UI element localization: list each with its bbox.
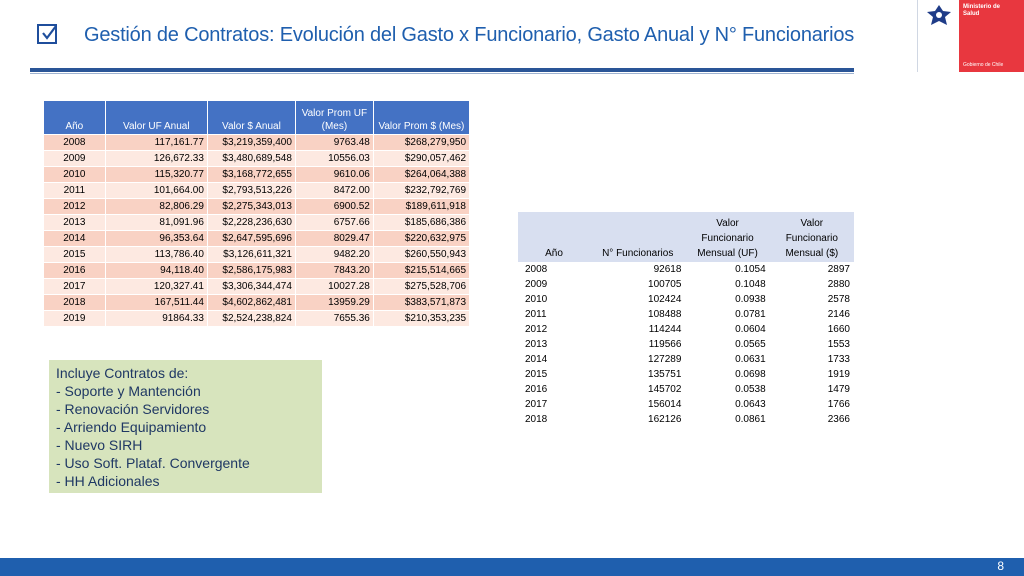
- table-cell: 2146: [827, 309, 850, 320]
- col-header: Valor Prom $ (Mes): [373, 101, 469, 135]
- table-cell: $189,611,918: [373, 199, 469, 215]
- table-cell: 2018: [525, 414, 548, 425]
- table-cell: 1919: [827, 369, 850, 380]
- page-title: Gestión de Contratos: Evolución del Gasto x Funcionario, Gasto Anual y N° Funcionarios: [84, 24, 855, 46]
- table-row: [518, 337, 854, 352]
- page-number: 8: [997, 559, 1004, 573]
- table-cell: 8029.47: [295, 231, 373, 247]
- table-cell: 0.0781: [735, 309, 766, 320]
- table-row: [518, 277, 854, 292]
- table-cell: 2016: [44, 263, 105, 279]
- table-cell: 1733: [827, 354, 850, 365]
- table-row: [44, 295, 470, 311]
- table-row: [518, 382, 854, 397]
- col-header: Año: [518, 212, 590, 262]
- table-cell: 2008: [525, 264, 548, 275]
- table-cell: $2,524,238,824: [207, 311, 295, 327]
- table-cell: $2,275,343,013: [207, 199, 295, 215]
- table-cell: $2,228,236,630: [207, 215, 295, 231]
- table-cell: $260,550,943: [373, 247, 469, 263]
- table-cell: 2011: [525, 309, 547, 320]
- contracts-note: [49, 360, 322, 493]
- table-cell: 2010: [44, 167, 105, 183]
- gasto-table-header: [44, 101, 470, 135]
- table-cell: 2012: [44, 199, 105, 215]
- table-cell: 0.0604: [735, 324, 766, 335]
- table-cell: 2897: [827, 264, 850, 275]
- table-cell: 92618: [653, 264, 682, 275]
- note-line: - HH Adicionales: [56, 473, 160, 489]
- table-cell: 117,161.77: [105, 135, 207, 151]
- table-cell: 113,786.40: [105, 247, 207, 263]
- table-cell: 0.0861: [735, 414, 766, 425]
- table-cell: 126,672.33: [105, 151, 207, 167]
- table-cell: $3,219,359,400: [207, 135, 295, 151]
- logo-line1: Ministerio de: [963, 4, 1001, 10]
- table-cell: 2012: [525, 324, 548, 335]
- table-cell: 115,320.77: [105, 167, 207, 183]
- checkbox-icon: [37, 24, 57, 44]
- logo-footer: Gobierno de Chile: [963, 62, 1004, 68]
- table-row: [44, 263, 470, 279]
- table-cell: 2015: [44, 247, 105, 263]
- table-row: [44, 199, 470, 215]
- table-cell: 0.0538: [735, 384, 766, 395]
- table-cell: 1660: [827, 324, 850, 335]
- table-cell: 10027.28: [295, 279, 373, 295]
- table-cell: 2366: [827, 414, 850, 425]
- table-row: [44, 231, 470, 247]
- table-cell: 2008: [44, 135, 105, 151]
- table-cell: 2013: [44, 215, 105, 231]
- table-cell: $3,126,611,321: [207, 247, 295, 263]
- table-cell: 100705: [648, 279, 682, 290]
- table-cell: $2,793,513,226: [207, 183, 295, 199]
- table-cell: 2578: [827, 294, 850, 305]
- table-cell: 0.0565: [735, 339, 766, 350]
- table-cell: 2014: [44, 231, 105, 247]
- coat-of-arms-icon: [923, 3, 955, 27]
- table-cell: 120,327.41: [105, 279, 207, 295]
- table-cell: 81,091.96: [105, 215, 207, 231]
- table-cell: 9610.06: [295, 167, 373, 183]
- funcionarios-table: [518, 212, 854, 427]
- table-cell: 0.1048: [735, 279, 766, 290]
- table-cell: 6757.66: [295, 215, 373, 231]
- table-cell: 108488: [648, 309, 682, 320]
- table-cell: $383,571,873: [373, 295, 469, 311]
- table-cell: 0.0698: [735, 369, 766, 380]
- table-cell: 2014: [525, 354, 548, 365]
- table-cell: 145702: [648, 384, 682, 395]
- table-row: [518, 262, 854, 277]
- title-divider: [30, 68, 854, 72]
- table-cell: 94,118.40: [105, 263, 207, 279]
- table-cell: $3,306,344,474: [207, 279, 295, 295]
- funcionarios-table-header: [518, 212, 854, 262]
- table-cell: 2011: [44, 183, 105, 199]
- table-cell: 1479: [827, 384, 850, 395]
- table-cell: 7655.36: [295, 311, 373, 327]
- table-cell: 10556.03: [295, 151, 373, 167]
- table-cell: 2018: [44, 295, 105, 311]
- table-cell: $220,632,975: [373, 231, 469, 247]
- note-line: - Uso Soft. Plataf. Convergente: [56, 455, 250, 471]
- title-divider-thin: [30, 73, 854, 74]
- table-cell: $275,528,706: [373, 279, 469, 295]
- table-cell: 8472.00: [295, 183, 373, 199]
- col-header: Año: [44, 101, 105, 135]
- table-cell: 135751: [648, 369, 682, 380]
- table-cell: 7843.20: [295, 263, 373, 279]
- table-cell: 2009: [44, 151, 105, 167]
- table-row: [518, 292, 854, 307]
- col-header: Valor Funcionario Mensual ($): [770, 212, 854, 262]
- table-cell: 0.0643: [735, 399, 766, 410]
- table-cell: $2,586,175,983: [207, 263, 295, 279]
- table-cell: 119566: [648, 339, 682, 350]
- table-cell: 127289: [648, 354, 682, 365]
- table-cell: $210,353,235: [373, 311, 469, 327]
- table-cell: 13959.29: [295, 295, 373, 311]
- table-cell: 156014: [648, 399, 682, 410]
- table-cell: 114244: [648, 324, 682, 335]
- table-cell: $3,480,689,548: [207, 151, 295, 167]
- table-cell: $268,279,950: [373, 135, 469, 151]
- table-row: [518, 307, 854, 322]
- table-row: [518, 322, 854, 337]
- note-line: Incluye Contratos de:: [56, 365, 189, 381]
- ministry-panel: [959, 0, 1024, 72]
- table-row: [44, 135, 470, 151]
- table-cell: $264,064,388: [373, 167, 469, 183]
- table-cell: $4,602,862,481: [207, 295, 295, 311]
- table-cell: 0.0938: [735, 294, 766, 305]
- table-cell: 0.0631: [735, 354, 766, 365]
- table-cell: 162126: [648, 414, 682, 425]
- table-cell: 2016: [525, 384, 548, 395]
- table-row: [44, 279, 470, 295]
- table-cell: 2880: [827, 279, 850, 290]
- table-cell: $3,168,772,655: [207, 167, 295, 183]
- table-cell: 6900.52: [295, 199, 373, 215]
- table-cell: 2019: [44, 311, 105, 327]
- note-line: - Nuevo SIRH: [56, 437, 143, 453]
- note-line: - Renovación Servidores: [56, 401, 210, 417]
- table-cell: 2017: [44, 279, 105, 295]
- table-cell: 9763.48: [295, 135, 373, 151]
- table-cell: $290,057,462: [373, 151, 469, 167]
- table-row: [518, 397, 854, 412]
- table-row: [44, 167, 470, 183]
- table-cell: 101,664.00: [105, 183, 207, 199]
- coat-of-arms-panel: [917, 0, 959, 72]
- table-cell: 2013: [525, 339, 548, 350]
- col-header: Valor $ Anual: [207, 101, 295, 135]
- table-cell: $2,647,595,696: [207, 231, 295, 247]
- table-row: [518, 367, 854, 382]
- table-cell: 1553: [827, 339, 850, 350]
- table-row: [44, 151, 470, 167]
- table-row: [44, 311, 470, 327]
- col-header: Valor UF Anual: [105, 101, 207, 135]
- table-cell: 167,511.44: [105, 295, 207, 311]
- logo-line2: Salud: [963, 11, 980, 17]
- table-row: [518, 352, 854, 367]
- note-line: - Arriendo Equipamiento: [56, 419, 207, 435]
- table-cell: $185,686,386: [373, 215, 469, 231]
- gasto-table: [44, 101, 470, 326]
- table-cell: 2010: [525, 294, 548, 305]
- footer-bar: [0, 558, 1024, 576]
- table-cell: 2017: [525, 399, 548, 410]
- col-header: N° Funcionarios: [590, 212, 685, 262]
- table-cell: 1766: [827, 399, 850, 410]
- table-cell: 102424: [648, 294, 682, 305]
- table-cell: $215,514,665: [373, 263, 469, 279]
- table-cell: 91864.33: [105, 311, 207, 327]
- table-row: [44, 215, 470, 231]
- table-row: [44, 247, 470, 263]
- note-line: - Soporte y Mantención: [56, 383, 201, 399]
- table-cell: 2009: [525, 279, 548, 290]
- col-header: Valor Prom UF (Mes): [295, 101, 373, 135]
- table-cell: 9482.20: [295, 247, 373, 263]
- table-cell: 0.1054: [735, 264, 766, 275]
- table-cell: 2015: [525, 369, 548, 380]
- table-cell: $232,792,769: [373, 183, 469, 199]
- table-row: [44, 183, 470, 199]
- ministry-logo: [917, 0, 1024, 72]
- table-row: [518, 412, 854, 427]
- col-header: Valor Funcionario Mensual (UF): [685, 212, 769, 262]
- table-cell: 82,806.29: [105, 199, 207, 215]
- table-cell: 96,353.64: [105, 231, 207, 247]
